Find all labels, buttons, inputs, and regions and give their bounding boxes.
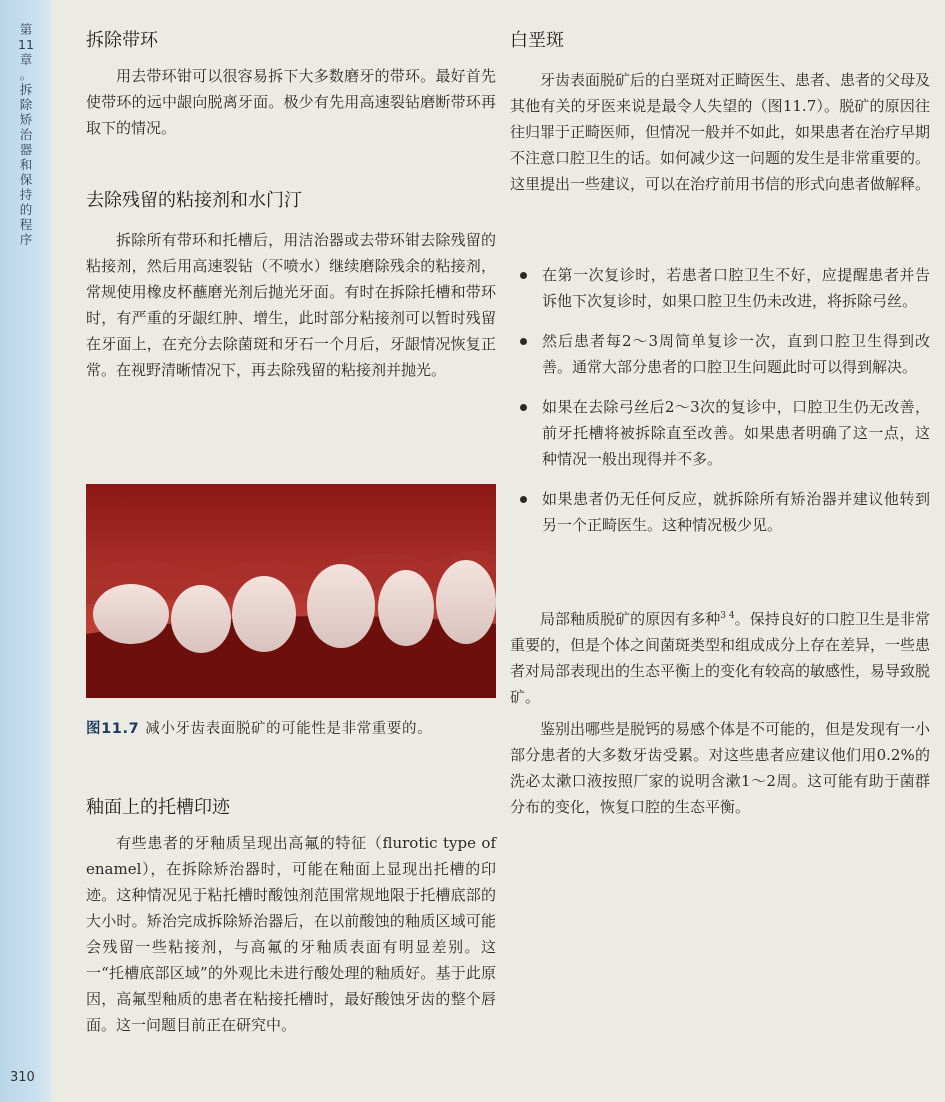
list-item: 在第一次复诊时，若患者口腔卫生不好，应提醒患者并告诉他下次复诊时，如果口腔卫生仍未改进，将拆除弓丝。 [510, 262, 930, 314]
section-body-bracket-marks: 有些患者的牙釉质呈现出高氟的特征（flurotic type of enamel），在拆除矫治器时，可能在釉面上显现出托槽的印迹。这种情况见于粘托槽时酸蚀剂范围常规地限于托槽底部的大小时。矫治完成拆除矫治器后，在以前酸蚀的釉质区域可能会残留一些粘接剂，与高氟的牙釉质表面有明显差别。这一“托槽底部区域”的外观比未进行酸处理的釉质好。基于此原因，高氟型釉质的患者在粘接托槽时，最好酸蚀牙齿的整个唇面。这一问题目前正在研究中。 [86, 834, 496, 1034]
section-body-remove-bands: 用去带环钳可以很容易拆下大多数磨牙的带环。最好首先使带环的远中龈向脱离牙面。极少有先用高速裂钻磨断带环再取下的情况。 [86, 67, 496, 137]
figure-caption-text: 减小牙齿表面脱矿的可能性是非常重要的。 [145, 721, 433, 737]
teeth-illustration [86, 484, 496, 698]
list-item: 如果在去除弓丝后2～3次的复诊中，口腔卫生仍无改善，前牙托槽将被拆除直至改善。如果患者明确了这一点，这种情况一般出现得并不多。 [510, 394, 930, 472]
chapter-title-char: 程 [19, 217, 33, 232]
paragraph-decalcification-causes [510, 606, 930, 710]
list-item: 如果患者仍无任何反应，就拆除所有矫治器并建议他转到另一个正畸医生。这种情况极少见。 [510, 486, 930, 538]
chapter-title-char: 持 [19, 187, 33, 202]
chapter-title-char: 保 [19, 172, 33, 187]
paragraph-text-rest: 。保持良好的口腔卫生是非常重要的，但是个体之间菌斑类型和组成成分上存在差异，一些患者对局部表现出的生态平衡上的变化有较高的敏感性，易导致脱矿。 [510, 610, 931, 706]
section-heading-remove-bands: 拆除带环 [86, 30, 158, 51]
figure-caption [86, 718, 496, 740]
chapter-title-char: 拆 [19, 82, 33, 97]
section-heading-bracket-marks: 釉面上的托槽印迹 [86, 797, 230, 818]
paragraph-text: 局部釉质脱矿的原因有多种 [540, 610, 721, 628]
chapter-title-char: 和 [19, 157, 33, 172]
chapter-title-char: 序 [19, 232, 33, 247]
section-body-remove-adhesive: 拆除所有带环和托槽后，用洁治器或去带环钳去除残留的粘接剂，然后用高速裂钻（不喷水）继续磨除残余的粘接剂，常规使用橡皮杯蘸磨光剂后抛光牙面。有时在拆除托槽和带环时，有严重的牙龈红肿、增生，此时部分粘接剂可以暂时残留在牙面上，在充分去除菌斑和牙石一个月后，牙龈情况恢复正常。在视野清晰情况下，再去除残留的粘接剂并抛光。 [86, 231, 496, 379]
chapter-title-char: 除 [19, 97, 33, 112]
list-item: 然后患者每2～3周简单复诊一次，直到口腔卫生得到改善。通常大部分患者的口腔卫生问题此时可以得到解决。 [510, 328, 930, 380]
section-heading-white-spots: 白垩斑 [510, 30, 564, 51]
recommendation-list [510, 262, 930, 552]
chapter-label [6, 22, 46, 247]
page-number: 310 [10, 1070, 35, 1085]
chapter-dot: 。 [19, 67, 33, 82]
chapter-number: 11 [18, 37, 34, 52]
chapter-title-char: 治 [19, 127, 33, 142]
chapter-title-char: 器 [19, 142, 33, 157]
chapter-title-char: 矫 [19, 112, 33, 127]
paragraph-identification: 鉴别出哪些是脱钙的易感个体是不可能的，但是发现有一小部分患者的大多数牙齿受累。对这些患者应建议他们用0.2%的洗必太漱口液按照厂家的说明含漱1～2周。这可能有助于菌群分布的变化，恢复口腔的生态平衡。 [510, 720, 931, 816]
chapter-char: 章 [19, 52, 33, 67]
figure-photo-teeth [86, 484, 496, 698]
figure-label: 图11.7 [86, 721, 140, 737]
chapter-char: 第 [19, 22, 33, 37]
section-body-white-spots: 牙齿表面脱矿后的白垩斑对正畸医生、患者、患者的父母及其他有关的牙医来说是最令人失望的（图11.7）。脱矿的原因往往归罪于正畸医师，但情况一般并不如此，如果患者在治疗早期不注意口腔卫生的话。如何减少这一问题的发生是非常重要的。这里提出一些建议，可以在治疗前用书信的形式向患者做解释。 [510, 71, 931, 193]
chapter-sidebar [0, 0, 52, 1102]
section-heading-remove-adhesive: 去除残留的粘接剂和水门汀 [86, 190, 302, 211]
chapter-title-char: 的 [19, 202, 33, 217]
citation-refs: 3 4 [720, 611, 735, 621]
